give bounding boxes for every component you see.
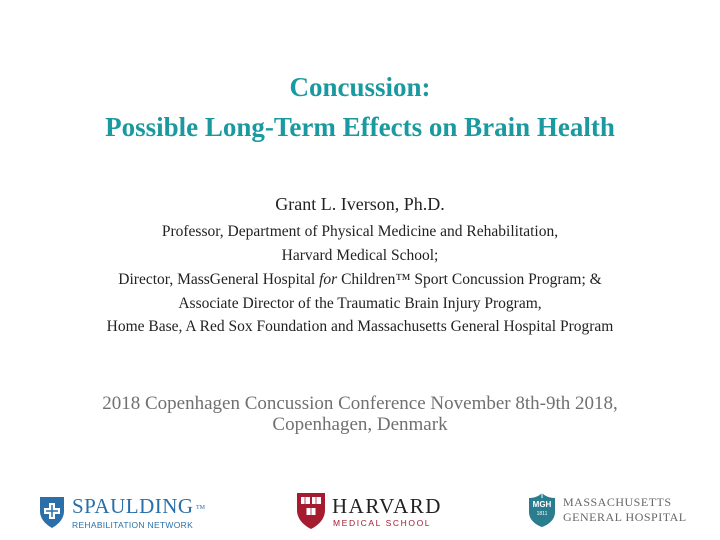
affiliation-line-1: Professor, Department of Physical Medicine and Rehabilitation, [161, 223, 559, 240]
conference-line-1: 2018 Copenhagen Concussion Conference November 8th-9th 2018, [102, 393, 618, 414]
harvard-subtitle: MEDICAL SCHOOL [333, 518, 432, 528]
affiliation-line-3-italic: for [319, 271, 338, 288]
affiliation-line-3 [0, 271, 720, 289]
slide-title-line-1: Concussion: [289, 72, 431, 102]
spaulding-shield-icon [38, 495, 66, 529]
mgh-shield-icon [528, 492, 556, 528]
mgh-logo [528, 490, 698, 532]
mgh-name-line-2: GENERAL HOSPITAL [563, 510, 687, 524]
harvard-shield-icon [296, 492, 326, 530]
spaulding-name: SPAULDING [72, 494, 194, 518]
spaulding-logo [38, 493, 228, 533]
slide-title-line-2: Possible Long-Term Effects on Brain Health [105, 112, 615, 142]
conference-line-2: Copenhagen, Denmark [272, 414, 448, 435]
spaulding-trademark: TM [196, 505, 205, 511]
affiliation-line-5: Home Base, A Red Sox Foundation and Massachusetts General Hospital Program [106, 318, 614, 335]
mgh-name-line-1: MASSACHUSETTS [563, 495, 672, 509]
harvard-name: HARVARD [332, 494, 442, 518]
affiliation-line-2: Harvard Medical School; [281, 247, 439, 264]
spaulding-subtitle: REHABILITATION NETWORK [72, 520, 194, 530]
affiliation-line-4: Associate Director of the Traumatic Brain Injury Program, [178, 295, 542, 312]
affiliation-line-3-start: Director, MassGeneral Hospital [118, 271, 320, 288]
affiliation-line-3-end: Children™ Sport Concussion Program; & [337, 271, 602, 288]
harvard-medical-school-logo [296, 492, 442, 532]
mgh-shield-year: 1811 [536, 511, 548, 517]
mgh-shield-text: MGH [532, 500, 552, 509]
author-name: Grant L. Iverson, Ph.D. [275, 194, 445, 214]
